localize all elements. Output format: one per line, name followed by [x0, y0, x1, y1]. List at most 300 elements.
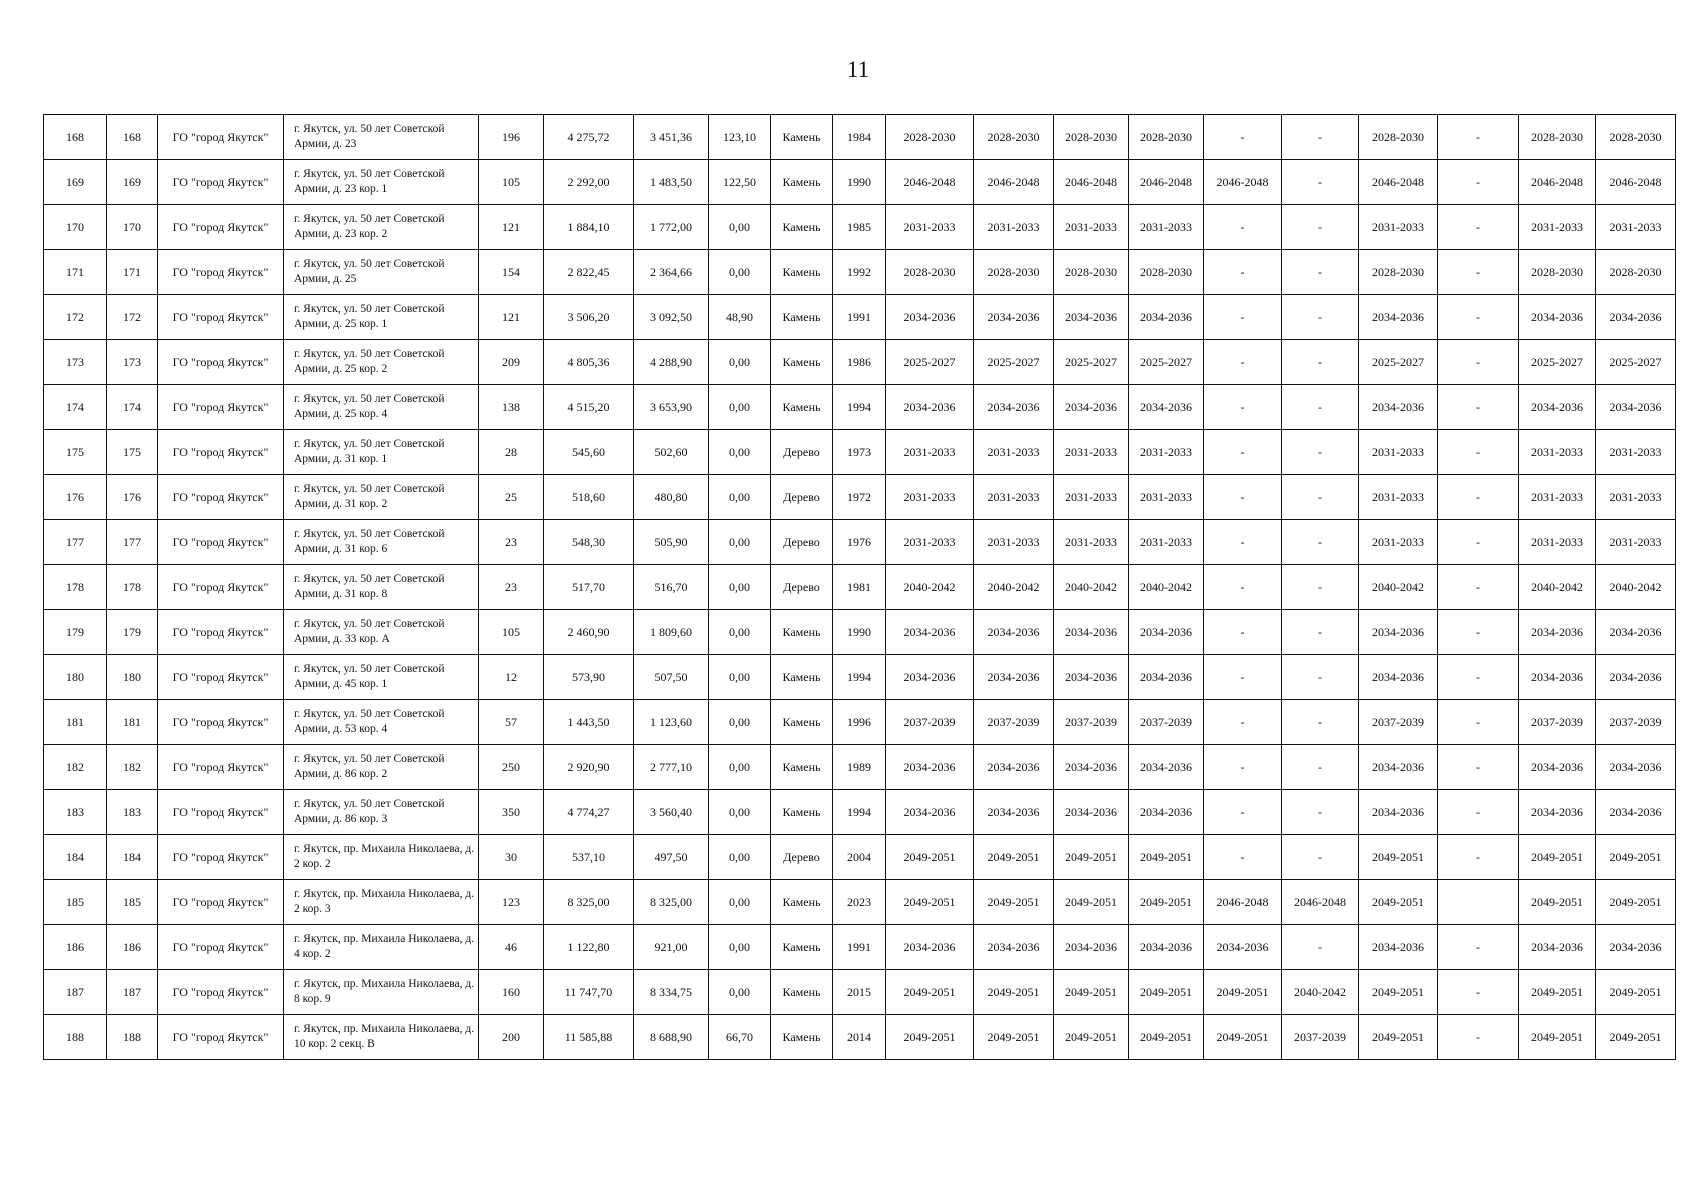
- table-row: [44, 385, 1676, 430]
- period-cell-3: 2049-2051: [1054, 880, 1129, 925]
- period-cell-4: 2034-2036: [1129, 610, 1204, 655]
- table-row: [44, 340, 1676, 385]
- object-number-cell: 177: [107, 520, 158, 565]
- period-cell-9: 2040-2042: [1519, 565, 1596, 610]
- living-area-cell: 8 325,00: [634, 880, 709, 925]
- living-area-cell: 3 560,40: [634, 790, 709, 835]
- period-cell-4: 2040-2042: [1129, 565, 1204, 610]
- nonliving-area-cell: 0,00: [709, 925, 771, 970]
- period-cell-4: 2031-2033: [1129, 475, 1204, 520]
- build-year-cell: 2015: [833, 970, 886, 1015]
- total-area-cell: 1 443,50: [544, 700, 634, 745]
- period-cell-9: 2031-2033: [1519, 430, 1596, 475]
- period-cell-3: 2049-2051: [1054, 1015, 1129, 1060]
- period-cell-7: 2031-2033: [1359, 205, 1438, 250]
- living-area-cell: 1 809,60: [634, 610, 709, 655]
- period-cell-1: 2028-2030: [886, 250, 974, 295]
- nonliving-area-cell: 0,00: [709, 475, 771, 520]
- period-cell-1: 2049-2051: [886, 880, 974, 925]
- address-cell: г. Якутск, пр. Михаила Николаева, д. 4 кор. 2: [284, 925, 479, 970]
- address-cell: г. Якутск, ул. 50 лет Советской Армии, д. 23 кор. 2: [284, 205, 479, 250]
- period-cell-4: 2034-2036: [1129, 655, 1204, 700]
- period-cell-4: 2034-2036: [1129, 295, 1204, 340]
- total-area-cell: 1 122,80: [544, 925, 634, 970]
- period-cell-2: 2034-2036: [974, 790, 1054, 835]
- period-cell-5: -: [1204, 385, 1282, 430]
- row-number-cell: 187: [44, 970, 107, 1015]
- address-cell: г. Якутск, пр. Михаила Николаева, д. 2 кор. 3: [284, 880, 479, 925]
- period-cell-4: 2034-2036: [1129, 745, 1204, 790]
- period-cell-3: 2034-2036: [1054, 790, 1129, 835]
- address-cell: г. Якутск, ул. 50 лет Советской Армии, д. 31 кор. 8: [284, 565, 479, 610]
- row-number-cell: 171: [44, 250, 107, 295]
- period-cell-3: 2046-2048: [1054, 160, 1129, 205]
- address-cell: г. Якутск, пр. Михаила Николаева, д. 10 кор. 2 секц. В: [284, 1015, 479, 1060]
- nonliving-area-cell: 0,00: [709, 250, 771, 295]
- period-cell-2: 2031-2033: [974, 475, 1054, 520]
- build-year-cell: 1986: [833, 340, 886, 385]
- period-cell-7: 2034-2036: [1359, 655, 1438, 700]
- residents-cell: 28: [479, 430, 544, 475]
- municipality-cell: ГО "город Якутск": [158, 205, 284, 250]
- municipality-cell: ГО "город Якутск": [158, 115, 284, 160]
- total-area-cell: 573,90: [544, 655, 634, 700]
- period-cell-4: 2049-2051: [1129, 970, 1204, 1015]
- nonliving-area-cell: 0,00: [709, 880, 771, 925]
- total-area-cell: 8 325,00: [544, 880, 634, 925]
- table-row: [44, 295, 1676, 340]
- municipality-cell: ГО "город Якутск": [158, 430, 284, 475]
- total-area-cell: 2 292,00: [544, 160, 634, 205]
- address-cell: г. Якутск, ул. 50 лет Советской Армии, д. 31 кор. 6: [284, 520, 479, 565]
- living-area-cell: 8 688,90: [634, 1015, 709, 1060]
- period-cell-5: -: [1204, 835, 1282, 880]
- row-number-cell: 180: [44, 655, 107, 700]
- total-area-cell: 518,60: [544, 475, 634, 520]
- period-cell-10: 2049-2051: [1596, 1015, 1676, 1060]
- period-cell-5: -: [1204, 295, 1282, 340]
- total-area-cell: 2 460,90: [544, 610, 634, 655]
- period-cell-5: -: [1204, 340, 1282, 385]
- nonliving-area-cell: 0,00: [709, 385, 771, 430]
- address-cell: г. Якутск, ул. 50 лет Советской Армии, д. 25 кор. 1: [284, 295, 479, 340]
- period-cell-9: 2034-2036: [1519, 295, 1596, 340]
- residents-cell: 350: [479, 790, 544, 835]
- nonliving-area-cell: 0,00: [709, 430, 771, 475]
- nonliving-area-cell: 123,10: [709, 115, 771, 160]
- period-cell-6: 2037-2039: [1282, 1015, 1359, 1060]
- object-number-cell: 188: [107, 1015, 158, 1060]
- wall-material-cell: Камень: [771, 250, 833, 295]
- object-number-cell: 185: [107, 880, 158, 925]
- nonliving-area-cell: 0,00: [709, 205, 771, 250]
- row-number-cell: 183: [44, 790, 107, 835]
- period-cell-10: 2028-2030: [1596, 250, 1676, 295]
- period-cell-3: 2031-2033: [1054, 430, 1129, 475]
- period-cell-2: 2034-2036: [974, 610, 1054, 655]
- municipality-cell: ГО "город Якутск": [158, 295, 284, 340]
- total-area-cell: 1 884,10: [544, 205, 634, 250]
- period-cell-2: 2034-2036: [974, 295, 1054, 340]
- period-cell-1: 2031-2033: [886, 430, 974, 475]
- period-cell-7: 2028-2030: [1359, 250, 1438, 295]
- period-cell-10: 2034-2036: [1596, 610, 1676, 655]
- wall-material-cell: Камень: [771, 880, 833, 925]
- period-cell-3: 2031-2033: [1054, 205, 1129, 250]
- row-number-cell: 186: [44, 925, 107, 970]
- period-cell-6: -: [1282, 250, 1359, 295]
- period-cell-8: -: [1438, 925, 1519, 970]
- object-number-cell: 183: [107, 790, 158, 835]
- period-cell-7: 2034-2036: [1359, 925, 1438, 970]
- nonliving-area-cell: 0,00: [709, 520, 771, 565]
- table-row: [44, 835, 1676, 880]
- period-cell-8: -: [1438, 385, 1519, 430]
- period-cell-7: 2037-2039: [1359, 700, 1438, 745]
- period-cell-8: -: [1438, 250, 1519, 295]
- total-area-cell: 2 920,90: [544, 745, 634, 790]
- period-cell-8: -: [1438, 430, 1519, 475]
- period-cell-1: 2031-2033: [886, 475, 974, 520]
- address-cell: г. Якутск, ул. 50 лет Советской Армии, д. 53 кор. 4: [284, 700, 479, 745]
- period-cell-9: 2028-2030: [1519, 115, 1596, 160]
- period-cell-10: 2049-2051: [1596, 835, 1676, 880]
- period-cell-5: -: [1204, 655, 1282, 700]
- period-cell-1: 2031-2033: [886, 205, 974, 250]
- period-cell-9: 2049-2051: [1519, 970, 1596, 1015]
- period-cell-2: 2049-2051: [974, 970, 1054, 1015]
- period-cell-10: 2031-2033: [1596, 520, 1676, 565]
- wall-material-cell: Дерево: [771, 430, 833, 475]
- period-cell-9: 2034-2036: [1519, 610, 1596, 655]
- period-cell-6: -: [1282, 655, 1359, 700]
- period-cell-9: 2049-2051: [1519, 880, 1596, 925]
- object-number-cell: 186: [107, 925, 158, 970]
- period-cell-9: 2046-2048: [1519, 160, 1596, 205]
- period-cell-1: 2034-2036: [886, 385, 974, 430]
- wall-material-cell: Камень: [771, 115, 833, 160]
- period-cell-4: 2037-2039: [1129, 700, 1204, 745]
- period-cell-2: 2034-2036: [974, 385, 1054, 430]
- build-year-cell: 1990: [833, 160, 886, 205]
- living-area-cell: 1 483,50: [634, 160, 709, 205]
- total-area-cell: 4 805,36: [544, 340, 634, 385]
- municipality-cell: ГО "город Якутск": [158, 250, 284, 295]
- build-year-cell: 1985: [833, 205, 886, 250]
- period-cell-6: 2040-2042: [1282, 970, 1359, 1015]
- object-number-cell: 175: [107, 430, 158, 475]
- living-area-cell: 497,50: [634, 835, 709, 880]
- table-row: [44, 430, 1676, 475]
- period-cell-3: 2028-2030: [1054, 115, 1129, 160]
- period-cell-9: 2034-2036: [1519, 790, 1596, 835]
- period-cell-1: 2034-2036: [886, 610, 974, 655]
- table-row: [44, 745, 1676, 790]
- period-cell-2: 2028-2030: [974, 115, 1054, 160]
- wall-material-cell: Камень: [771, 160, 833, 205]
- object-number-cell: 174: [107, 385, 158, 430]
- municipality-cell: ГО "город Якутск": [158, 700, 284, 745]
- period-cell-6: -: [1282, 610, 1359, 655]
- nonliving-area-cell: 0,00: [709, 655, 771, 700]
- living-area-cell: 4 288,90: [634, 340, 709, 385]
- table-row: [44, 250, 1676, 295]
- row-number-cell: 172: [44, 295, 107, 340]
- table-row: [44, 610, 1676, 655]
- period-cell-6: -: [1282, 790, 1359, 835]
- residents-cell: 209: [479, 340, 544, 385]
- table-row: [44, 160, 1676, 205]
- period-cell-4: 2028-2030: [1129, 115, 1204, 160]
- address-cell: г. Якутск, пр. Михаила Николаева, д. 2 кор. 2: [284, 835, 479, 880]
- municipality-cell: ГО "город Якутск": [158, 610, 284, 655]
- nonliving-area-cell: 0,00: [709, 610, 771, 655]
- wall-material-cell: Камень: [771, 340, 833, 385]
- table-row: [44, 790, 1676, 835]
- municipality-cell: ГО "город Якутск": [158, 970, 284, 1015]
- period-cell-7: 2034-2036: [1359, 385, 1438, 430]
- period-cell-8: -: [1438, 520, 1519, 565]
- period-cell-4: 2034-2036: [1129, 385, 1204, 430]
- residents-cell: 121: [479, 205, 544, 250]
- living-area-cell: 2 364,66: [634, 250, 709, 295]
- period-cell-5: -: [1204, 430, 1282, 475]
- period-cell-1: 2040-2042: [886, 565, 974, 610]
- nonliving-area-cell: 0,00: [709, 970, 771, 1015]
- period-cell-8: -: [1438, 295, 1519, 340]
- period-cell-8: -: [1438, 340, 1519, 385]
- period-cell-4: 2034-2036: [1129, 790, 1204, 835]
- period-cell-3: 2049-2051: [1054, 970, 1129, 1015]
- period-cell-9: 2034-2036: [1519, 385, 1596, 430]
- municipality-cell: ГО "город Якутск": [158, 160, 284, 205]
- period-cell-2: 2034-2036: [974, 655, 1054, 700]
- address-cell: г. Якутск, ул. 50 лет Советской Армии, д. 86 кор. 3: [284, 790, 479, 835]
- period-cell-10: 2034-2036: [1596, 655, 1676, 700]
- period-cell-3: 2040-2042: [1054, 565, 1129, 610]
- total-area-cell: 545,60: [544, 430, 634, 475]
- build-year-cell: 1991: [833, 295, 886, 340]
- period-cell-10: 2031-2033: [1596, 475, 1676, 520]
- period-cell-9: 2037-2039: [1519, 700, 1596, 745]
- address-cell: г. Якутск, ул. 50 лет Советской Армии, д. 25 кор. 2: [284, 340, 479, 385]
- period-cell-6: -: [1282, 430, 1359, 475]
- period-cell-10: 2028-2030: [1596, 115, 1676, 160]
- wall-material-cell: Камень: [771, 655, 833, 700]
- period-cell-6: -: [1282, 295, 1359, 340]
- total-area-cell: 4 515,20: [544, 385, 634, 430]
- build-year-cell: 1972: [833, 475, 886, 520]
- living-area-cell: 2 777,10: [634, 745, 709, 790]
- period-cell-7: 2031-2033: [1359, 520, 1438, 565]
- municipality-cell: ГО "город Якутск": [158, 925, 284, 970]
- build-year-cell: 1992: [833, 250, 886, 295]
- address-cell: г. Якутск, пр. Михаила Николаева, д. 8 кор. 9: [284, 970, 479, 1015]
- municipality-cell: ГО "город Якутск": [158, 1015, 284, 1060]
- total-area-cell: 4 275,72: [544, 115, 634, 160]
- row-number-cell: 173: [44, 340, 107, 385]
- residents-cell: 23: [479, 565, 544, 610]
- period-cell-6: 2046-2048: [1282, 880, 1359, 925]
- period-cell-5: -: [1204, 115, 1282, 160]
- total-area-cell: 11 585,88: [544, 1015, 634, 1060]
- period-cell-3: 2037-2039: [1054, 700, 1129, 745]
- period-cell-10: 2034-2036: [1596, 745, 1676, 790]
- period-cell-10: 2049-2051: [1596, 880, 1676, 925]
- nonliving-area-cell: 0,00: [709, 745, 771, 790]
- wall-material-cell: Камень: [771, 610, 833, 655]
- period-cell-9: 2025-2027: [1519, 340, 1596, 385]
- period-cell-4: 2046-2048: [1129, 160, 1204, 205]
- row-number-cell: 168: [44, 115, 107, 160]
- municipality-cell: ГО "город Якутск": [158, 475, 284, 520]
- period-cell-7: 2031-2033: [1359, 430, 1438, 475]
- residents-cell: 121: [479, 295, 544, 340]
- period-cell-6: -: [1282, 340, 1359, 385]
- period-cell-2: 2034-2036: [974, 745, 1054, 790]
- period-cell-8: -: [1438, 115, 1519, 160]
- row-number-cell: 182: [44, 745, 107, 790]
- period-cell-1: 2037-2039: [886, 700, 974, 745]
- table-body: [44, 115, 1676, 1060]
- period-cell-3: 2034-2036: [1054, 295, 1129, 340]
- total-area-cell: 11 747,70: [544, 970, 634, 1015]
- total-area-cell: 3 506,20: [544, 295, 634, 340]
- object-number-cell: 180: [107, 655, 158, 700]
- residents-cell: 25: [479, 475, 544, 520]
- living-area-cell: 505,90: [634, 520, 709, 565]
- period-cell-7: 2049-2051: [1359, 1015, 1438, 1060]
- period-cell-1: 2049-2051: [886, 1015, 974, 1060]
- object-number-cell: 182: [107, 745, 158, 790]
- period-cell-9: 2049-2051: [1519, 835, 1596, 880]
- period-cell-8: -: [1438, 700, 1519, 745]
- period-cell-6: -: [1282, 565, 1359, 610]
- build-year-cell: 1984: [833, 115, 886, 160]
- address-cell: г. Якутск, ул. 50 лет Советской Армии, д. 23 кор. 1: [284, 160, 479, 205]
- period-cell-4: 2049-2051: [1129, 880, 1204, 925]
- period-cell-2: 2031-2033: [974, 205, 1054, 250]
- build-year-cell: 1994: [833, 790, 886, 835]
- object-number-cell: 173: [107, 340, 158, 385]
- period-cell-8: -: [1438, 745, 1519, 790]
- period-cell-4: 2031-2033: [1129, 205, 1204, 250]
- table-row: [44, 925, 1676, 970]
- period-cell-4: 2049-2051: [1129, 835, 1204, 880]
- period-cell-7: 2034-2036: [1359, 745, 1438, 790]
- period-cell-3: 2031-2033: [1054, 475, 1129, 520]
- period-cell-1: 2034-2036: [886, 295, 974, 340]
- period-cell-4: 2034-2036: [1129, 925, 1204, 970]
- period-cell-6: -: [1282, 520, 1359, 565]
- period-cell-8: -: [1438, 475, 1519, 520]
- nonliving-area-cell: 0,00: [709, 700, 771, 745]
- period-cell-2: 2031-2033: [974, 430, 1054, 475]
- municipality-cell: ГО "город Якутск": [158, 880, 284, 925]
- municipality-cell: ГО "город Якутск": [158, 385, 284, 430]
- residents-cell: 23: [479, 520, 544, 565]
- residents-cell: 154: [479, 250, 544, 295]
- residents-cell: 105: [479, 610, 544, 655]
- period-cell-5: -: [1204, 790, 1282, 835]
- period-cell-5: 2049-2051: [1204, 970, 1282, 1015]
- period-cell-3: 2025-2027: [1054, 340, 1129, 385]
- period-cell-5: 2034-2036: [1204, 925, 1282, 970]
- table-row: [44, 565, 1676, 610]
- object-number-cell: 168: [107, 115, 158, 160]
- period-cell-7: 2034-2036: [1359, 790, 1438, 835]
- period-cell-8: -: [1438, 565, 1519, 610]
- living-area-cell: 502,60: [634, 430, 709, 475]
- nonliving-area-cell: 0,00: [709, 565, 771, 610]
- period-cell-1: 2034-2036: [886, 790, 974, 835]
- period-cell-3: 2049-2051: [1054, 835, 1129, 880]
- period-cell-5: 2046-2048: [1204, 160, 1282, 205]
- object-number-cell: 170: [107, 205, 158, 250]
- period-cell-7: 2049-2051: [1359, 880, 1438, 925]
- row-number-cell: 179: [44, 610, 107, 655]
- row-number-cell: 184: [44, 835, 107, 880]
- table-row: [44, 475, 1676, 520]
- period-cell-6: -: [1282, 385, 1359, 430]
- residents-cell: 57: [479, 700, 544, 745]
- period-cell-2: 2049-2051: [974, 1015, 1054, 1060]
- period-cell-8: -: [1438, 1015, 1519, 1060]
- table-row: [44, 880, 1676, 925]
- period-cell-9: 2028-2030: [1519, 250, 1596, 295]
- build-year-cell: 2023: [833, 880, 886, 925]
- living-area-cell: 8 334,75: [634, 970, 709, 1015]
- nonliving-area-cell: 122,50: [709, 160, 771, 205]
- address-cell: г. Якутск, ул. 50 лет Советской Армии, д. 25: [284, 250, 479, 295]
- municipality-cell: ГО "город Якутск": [158, 835, 284, 880]
- period-cell-5: -: [1204, 610, 1282, 655]
- period-cell-2: 2049-2051: [974, 880, 1054, 925]
- living-area-cell: 1 123,60: [634, 700, 709, 745]
- municipality-cell: ГО "город Якутск": [158, 520, 284, 565]
- object-number-cell: 176: [107, 475, 158, 520]
- period-cell-10: 2034-2036: [1596, 295, 1676, 340]
- period-cell-10: 2040-2042: [1596, 565, 1676, 610]
- row-number-cell: 174: [44, 385, 107, 430]
- period-cell-10: 2025-2027: [1596, 340, 1676, 385]
- living-area-cell: 921,00: [634, 925, 709, 970]
- build-year-cell: 1989: [833, 745, 886, 790]
- period-cell-2: 2049-2051: [974, 835, 1054, 880]
- wall-material-cell: Камень: [771, 205, 833, 250]
- municipality-cell: ГО "город Якутск": [158, 655, 284, 700]
- period-cell-9: 2031-2033: [1519, 475, 1596, 520]
- build-year-cell: 1981: [833, 565, 886, 610]
- period-cell-7: 2046-2048: [1359, 160, 1438, 205]
- period-cell-9: 2034-2036: [1519, 925, 1596, 970]
- residents-cell: 200: [479, 1015, 544, 1060]
- row-number-cell: 170: [44, 205, 107, 250]
- residents-cell: 160: [479, 970, 544, 1015]
- table-row: [44, 115, 1676, 160]
- period-cell-3: 2031-2033: [1054, 520, 1129, 565]
- total-area-cell: 537,10: [544, 835, 634, 880]
- period-cell-4: 2031-2033: [1129, 520, 1204, 565]
- build-year-cell: 1994: [833, 655, 886, 700]
- nonliving-area-cell: 0,00: [709, 340, 771, 385]
- living-area-cell: 516,70: [634, 565, 709, 610]
- object-number-cell: 178: [107, 565, 158, 610]
- living-area-cell: 480,80: [634, 475, 709, 520]
- total-area-cell: 548,30: [544, 520, 634, 565]
- address-cell: г. Якутск, ул. 50 лет Советской Армии, д. 25 кор. 4: [284, 385, 479, 430]
- period-cell-6: -: [1282, 205, 1359, 250]
